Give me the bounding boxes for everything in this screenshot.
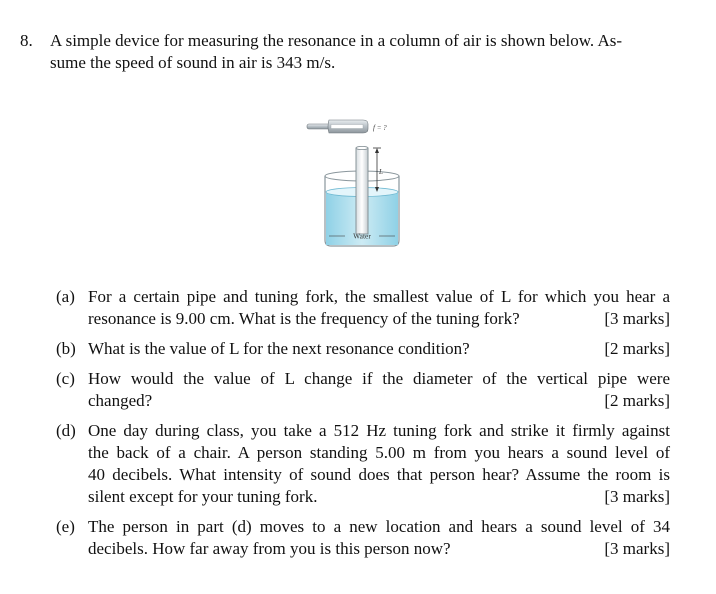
part-e-marks: [3 marks]: [604, 539, 670, 558]
question-line-1: [20, 30, 670, 52]
part-a-line-1: For a certain pipe and tuning fork, the smallest value of L for which you hear a: [88, 287, 670, 306]
part-e-line-1: The person in part (d) moves to a new location and hears a sound level of 34: [88, 517, 670, 536]
part-d-last-line: [88, 486, 670, 508]
part-d-line-3: 40 decibels. What intensity of sound does that person hear? Assume the room is: [88, 465, 670, 484]
resonance-apparatus-figure: [305, 112, 415, 254]
part-b-last-line: [88, 338, 670, 360]
frequency-label: f = ?: [373, 124, 387, 132]
part-a-label: (a): [56, 287, 75, 306]
water-label: Water: [353, 231, 371, 241]
question-number: 8.: [20, 31, 33, 50]
part-a-marks: [3 marks]: [604, 309, 670, 328]
part-a-last-line: [88, 308, 670, 330]
question-8: [20, 30, 670, 74]
question-parts: [56, 286, 670, 568]
part-e-label: (e): [56, 517, 75, 536]
part-d-marks: [3 marks]: [604, 487, 670, 506]
part-d: [56, 420, 670, 508]
part-c-last-line: [88, 390, 670, 412]
vertical-pipe: [356, 148, 368, 234]
question-text-1: A simple device for measuring the resonance in a column of air is shown below. As-: [50, 31, 623, 50]
part-d-line-1: One day during class, you take a 512 Hz tuning fork and strike it firmly against: [88, 421, 670, 440]
part-a: [56, 286, 670, 330]
resonance-apparatus-illustration: [305, 112, 415, 254]
part-b: [56, 338, 670, 360]
part-a-line-2: resonance is 9.00 cm. What is the frequency of the tuning fork?: [88, 309, 520, 328]
length-label: L: [379, 168, 383, 176]
part-c-line-2: changed?: [88, 391, 153, 410]
part-b-label: (b): [56, 339, 76, 358]
part-c-marks: [2 marks]: [604, 391, 670, 410]
part-b-marks: [2 marks]: [604, 339, 670, 358]
part-e-last-line: [88, 538, 670, 560]
part-e-line-2: decibels. How far away from you is this person now?: [88, 539, 451, 558]
question-text-2: sume the speed of sound in air is 343 m/s.: [50, 53, 336, 72]
part-d-line-4: silent except for your tuning fork.: [88, 487, 318, 506]
part-c-label: (c): [56, 369, 75, 388]
part-b-line-1: What is the value of L for the next resonance condition?: [88, 339, 470, 358]
tuning-fork-icon: [307, 120, 368, 133]
part-c-line-1: How would the value of L change if the diameter of the vertical pipe were: [88, 369, 670, 388]
part-e: [56, 516, 670, 560]
part-d-line-2: the back of a chair. A person standing 5.00 m from you hears a sound level of: [88, 443, 670, 462]
part-d-label: (d): [56, 421, 76, 440]
part-c: [56, 368, 670, 412]
